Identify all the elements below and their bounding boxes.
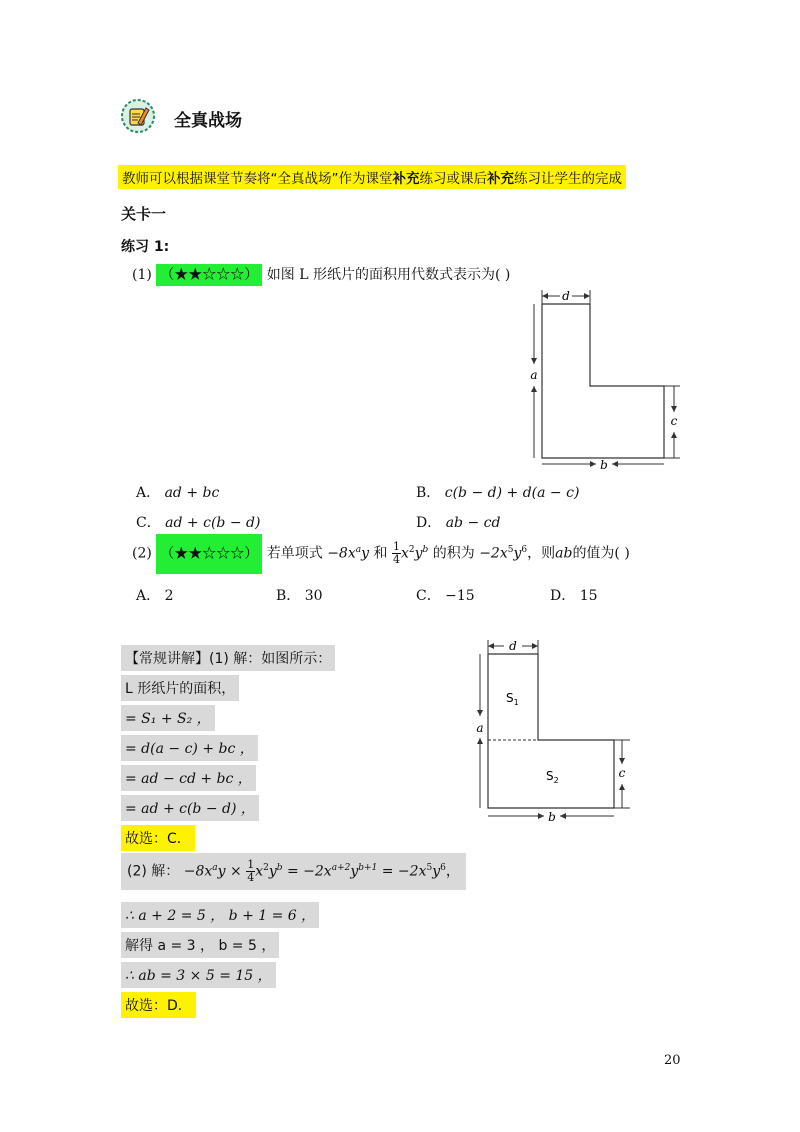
label-s2: $S_2$ bbox=[546, 769, 559, 785]
solution-line-8: (2) 解： $-8x^ay$ × $\frac{1}{4}$ $x^2y^b = -2x^{a+2}y^{b+1} = -2x^5y^6$， bbox=[121, 853, 466, 890]
question-2: (2) （★★☆☆☆） 若单项式 $-8x^ay$ 和 $\frac{1}{4}$ $x^2y^b$ 的积为 $-2x^5y^6$，则ab的值为( ) bbox=[132, 541, 630, 566]
q2-option-c: C． −15 bbox=[416, 588, 475, 604]
l-shape-figure-2 bbox=[470, 636, 640, 826]
option-c: C． ad + c(b − d) bbox=[136, 515, 261, 531]
label-d: d bbox=[562, 289, 570, 303]
solution-line-5: = ad − cd + bc ， bbox=[121, 765, 256, 791]
q2-option-d: D． 15 bbox=[550, 588, 598, 604]
section-title: 全真战场 bbox=[174, 111, 242, 131]
question-number: (2) bbox=[132, 545, 152, 562]
solution-line-2: L 形纸片的面积， bbox=[121, 675, 239, 701]
option-b: B． c(b − d) + d(a − c) bbox=[416, 485, 580, 501]
exercise-heading: 练习 1: bbox=[121, 239, 170, 255]
option-a: A． ad + bc bbox=[136, 485, 220, 501]
teacher-notice: 教师可以根据课堂节奏将“全真战场”作为课堂补充练习或课后补充练习让学生的完成 bbox=[118, 165, 626, 189]
solution-line-1: 【常规讲解】(1) 解：如图所示： bbox=[121, 645, 335, 671]
question-text: 如图 L 形纸片的面积用代数式表示为( ) bbox=[266, 267, 511, 283]
question-number: (1) bbox=[132, 267, 152, 283]
label-a: a bbox=[476, 721, 484, 735]
difficulty-stars: （★★☆☆☆） bbox=[156, 264, 262, 286]
solution-line-11: ∴ ab = 3 × 5 = 15 ， bbox=[121, 962, 276, 988]
q2-option-b: B． 30 bbox=[276, 588, 323, 604]
solution-line-4: = d(a − c) + bc ， bbox=[121, 735, 258, 761]
label-d: d bbox=[509, 639, 517, 653]
answer-line-1: 故选：C． bbox=[121, 825, 195, 851]
solution-line-6: = ad + c(b − d) ， bbox=[121, 795, 259, 821]
difficulty-stars: （★★☆☆☆） bbox=[156, 534, 262, 574]
question-1 bbox=[132, 264, 510, 284]
label-b: b bbox=[600, 458, 608, 471]
label-c: c bbox=[618, 766, 626, 780]
q2-option-a: A． 2 bbox=[136, 588, 174, 604]
label-a: a bbox=[530, 368, 538, 382]
solution-line-10: 解得 a = 3 ， b = 5 ， bbox=[121, 932, 279, 958]
l-shape-figure-1 bbox=[520, 286, 690, 471]
option-d: D． ab − cd bbox=[416, 515, 501, 531]
solution-line-9: ∴ a + 2 = 5 ， b + 1 = 6 ， bbox=[121, 902, 319, 928]
page-number: 20 bbox=[664, 1053, 681, 1068]
fraction: $\frac{1}{4}$ bbox=[392, 540, 400, 566]
solution-line-3: = S₁ + S₂ ， bbox=[121, 705, 215, 731]
label-c: c bbox=[670, 414, 678, 428]
level-heading: 关卡一 bbox=[121, 205, 167, 223]
pencil-notepad-icon bbox=[120, 98, 156, 134]
answer-line-2: 故选：D． bbox=[121, 992, 196, 1018]
label-b: b bbox=[548, 810, 556, 824]
label-s1: $S_1$ bbox=[506, 691, 519, 707]
